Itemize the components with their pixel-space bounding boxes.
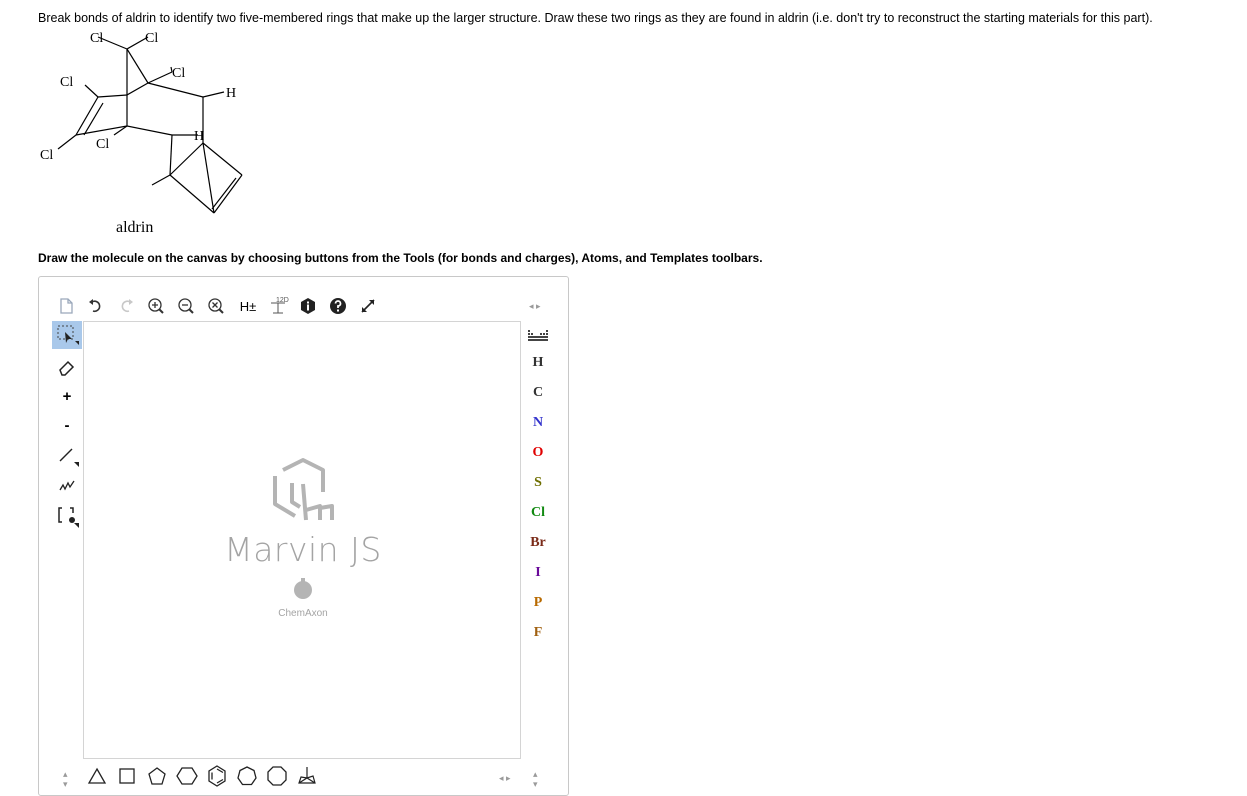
single-bond-icon <box>55 444 79 468</box>
new-document-button[interactable] <box>53 293 79 319</box>
chain-icon <box>57 475 77 495</box>
periodic-table-button[interactable] <box>526 323 550 347</box>
benzene-icon <box>207 765 227 787</box>
info-icon <box>298 296 318 316</box>
chemaxon-label: ChemAxon <box>278 608 328 619</box>
cyclopropane-template-button[interactable] <box>84 763 110 789</box>
octagon-icon <box>266 765 288 787</box>
h-label: H <box>226 86 237 101</box>
zoom-out-button[interactable] <box>173 293 199 319</box>
cyclopentane-template-button[interactable] <box>144 763 170 789</box>
atom-button-cl[interactable]: Cl <box>531 505 545 520</box>
toolbar-scroll-arrows-icon[interactable]: ◂ ▸ <box>529 301 541 311</box>
new-document-icon <box>57 297 75 315</box>
zoom-out-icon <box>176 296 196 316</box>
cl-label: Cl <box>96 137 110 152</box>
negative-charge-button[interactable]: - <box>64 416 70 434</box>
cycloheptane-template-button[interactable] <box>234 763 260 789</box>
cyclobutane-template-button[interactable] <box>114 763 140 789</box>
atom-button-c[interactable]: C <box>532 385 544 400</box>
periodic-table-icon <box>527 328 549 342</box>
select-tool-button[interactable] <box>52 321 82 349</box>
h-label: H <box>194 129 205 144</box>
benzene-template-button[interactable] <box>204 763 230 789</box>
rectangle-select-icon <box>55 323 79 347</box>
cl-label: Cl <box>172 66 186 81</box>
zoom-in-icon <box>146 296 166 316</box>
atom-button-f[interactable]: F <box>533 625 543 640</box>
undo-icon <box>87 297 105 315</box>
cyclohexane-template-button[interactable] <box>174 763 200 789</box>
aldrin-structure <box>30 25 260 225</box>
stereo-button[interactable] <box>265 293 291 319</box>
bracket-icon <box>55 504 79 528</box>
fullscreen-icon <box>358 296 378 316</box>
undo-button[interactable] <box>83 293 109 319</box>
atom-button-i[interactable]: I <box>535 565 541 580</box>
atom-button-br[interactable]: Br <box>530 535 546 550</box>
cl-label: Cl <box>145 31 159 46</box>
atom-button-o[interactable]: O <box>532 445 544 460</box>
bicyclic-template-button[interactable] <box>294 763 320 789</box>
redo-button[interactable] <box>113 293 139 319</box>
positive-charge-button[interactable]: + <box>62 387 72 405</box>
cl-label: Cl <box>90 31 104 46</box>
clear-button[interactable] <box>203 293 229 319</box>
atom-button-n[interactable]: N <box>532 415 544 430</box>
atom-button-h[interactable]: H <box>532 355 544 370</box>
heptagon-icon <box>236 765 258 787</box>
eraser-tool-button[interactable] <box>54 354 80 380</box>
atom-button-s[interactable]: S <box>534 475 542 490</box>
drawing-canvas[interactable] <box>83 321 521 759</box>
clear-icon <box>206 296 226 316</box>
template-scroll-up-down-icon[interactable]: ▴ ▾ <box>63 769 68 789</box>
single-bond-button[interactable] <box>54 443 80 469</box>
template-scroll-arrows-icon[interactable]: ◂ ▸ <box>499 773 511 783</box>
bracket-tool-button[interactable] <box>54 503 80 529</box>
marvin-editor <box>38 276 569 796</box>
molecule-name: aldrin <box>116 219 154 236</box>
instructions-text: Draw the molecule on the canvas by choosing buttons from the Tools (for bonds and charges), Atoms, and Templates toolbars. <box>38 251 763 265</box>
cl-label: Cl <box>40 148 54 163</box>
help-icon <box>328 296 348 316</box>
hexagon-icon <box>176 766 198 786</box>
triangle-icon <box>87 766 107 786</box>
bicyclic-icon <box>296 765 318 787</box>
square-icon <box>117 766 137 786</box>
question-text: Break bonds of aldrin to identify two five-membered rings that make up the larger structure. Draw these two rings as they are found in aldrin (i.e. don't try to reconstruct the starting materials for this part). <box>38 11 1153 25</box>
marvin-logo-text: Marvin JS <box>224 530 382 569</box>
redo-icon <box>117 297 135 315</box>
zoom-in-button[interactable] <box>143 293 169 319</box>
stereo-label: 12D <box>276 297 289 304</box>
chain-tool-button[interactable] <box>54 472 80 498</box>
fullscreen-button[interactable] <box>355 293 381 319</box>
hydrogens-button[interactable]: H± <box>239 298 257 314</box>
atom-button-p[interactable]: P <box>533 595 543 610</box>
help-button[interactable] <box>325 293 351 319</box>
eraser-icon <box>57 357 77 377</box>
cyclooctane-template-button[interactable] <box>264 763 290 789</box>
atom-scroll-up-down-icon[interactable]: ▴ ▾ <box>533 769 538 789</box>
stereo-icon <box>267 295 289 317</box>
info-button[interactable] <box>295 293 321 319</box>
pentagon-icon <box>147 766 167 786</box>
cl-label: Cl <box>60 75 74 90</box>
